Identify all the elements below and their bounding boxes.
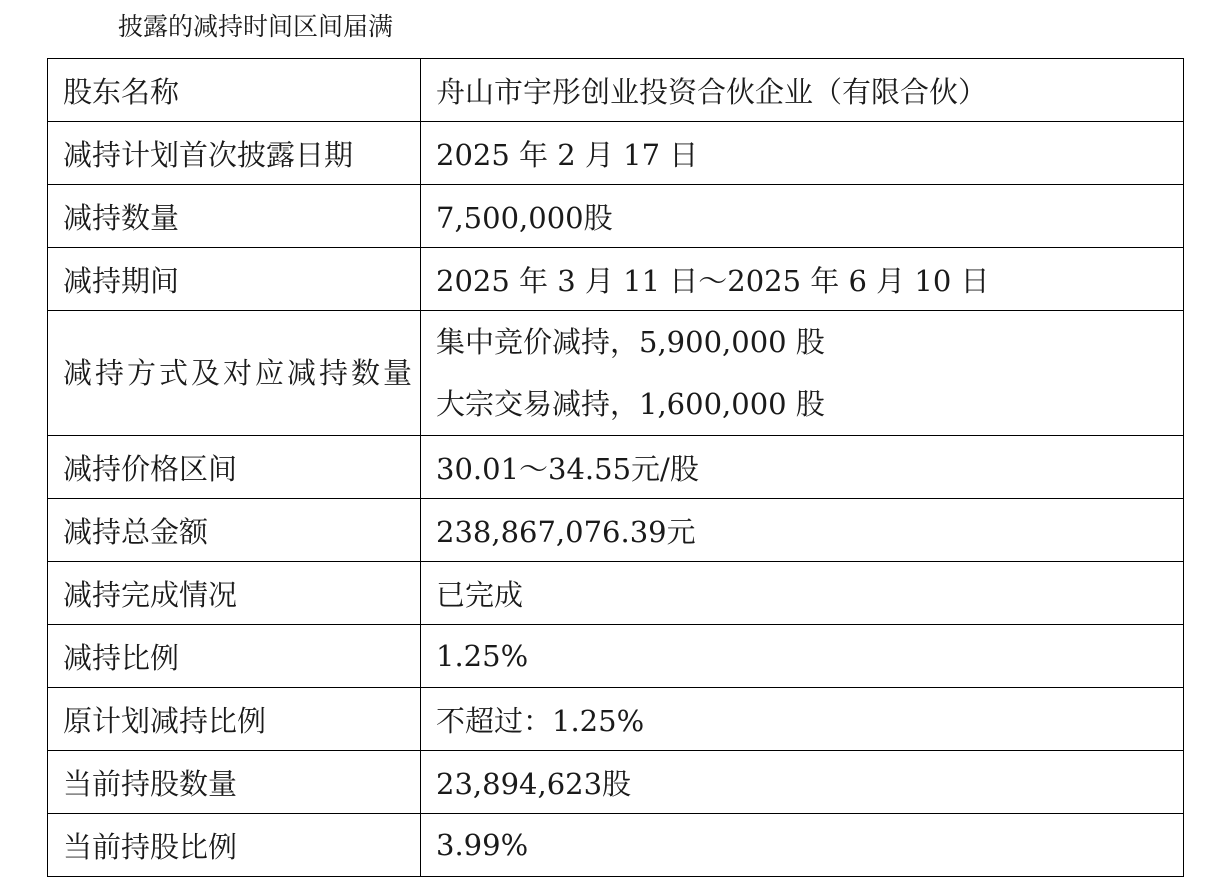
value-cell: 2025 年 2 月 17 日 <box>421 122 1184 185</box>
table-row-reduction-ratio <box>48 625 1184 688</box>
label-cell: 减持价格区间 <box>48 436 421 499</box>
reduction-disclosure-table <box>47 58 1184 877</box>
table-row-current-ratio <box>48 814 1184 877</box>
label-cell: 原计划减持比例 <box>48 688 421 751</box>
label-cell: 股东名称 <box>48 59 421 122</box>
table-row-current-holdings <box>48 751 1184 814</box>
table-row-reduction-period <box>48 248 1184 311</box>
table-row-shareholder-name <box>48 59 1184 122</box>
method-line-block-trade: 大宗交易减持，1,600,000 股 <box>436 387 825 421</box>
label-cell: 减持期间 <box>48 248 421 311</box>
label-cell: 当前持股比例 <box>48 814 421 877</box>
label-cell: 减持比例 <box>48 625 421 688</box>
label-cell: 减持数量 <box>48 185 421 248</box>
value-cell: 舟山市宇彤创业投资合伙企业（有限合伙） <box>421 59 1184 122</box>
table-row-price-range <box>48 436 1184 499</box>
label-cell: 减持计划首次披露日期 <box>48 122 421 185</box>
table-row-reduction-quantity <box>48 185 1184 248</box>
label-cell: 当前持股数量 <box>48 751 421 814</box>
value-cell: 1.25% <box>421 625 1184 688</box>
table-row-reduction-method <box>48 311 1184 436</box>
method-line-centralized-bidding: 集中竞价减持，5,900,000 股 <box>436 325 825 359</box>
value-cell: 238,867,076.39元 <box>421 499 1184 562</box>
table-row-planned-ratio <box>48 688 1184 751</box>
value-cell: 3.99% <box>421 814 1184 877</box>
label-cell: 减持总金额 <box>48 499 421 562</box>
value-cell: 30.01～34.55元/股 <box>421 436 1184 499</box>
value-cell: 不超过：1.25% <box>421 688 1184 751</box>
table-row-total-amount <box>48 499 1184 562</box>
value-cell <box>421 311 1184 436</box>
value-cell: 7,500,000股 <box>421 185 1184 248</box>
value-cell: 2025 年 3 月 11 日～2025 年 6 月 10 日 <box>421 248 1184 311</box>
section-heading: 披露的减持时间区间届满 <box>118 12 394 41</box>
table-row-first-disclosure-date <box>48 122 1184 185</box>
label-cell: 减持完成情况 <box>48 562 421 625</box>
label-cell: 减持方式及对应减持数量 <box>48 311 421 436</box>
value-cell: 已完成 <box>421 562 1184 625</box>
value-cell: 23,894,623股 <box>421 751 1184 814</box>
table-row-completion-status <box>48 562 1184 625</box>
